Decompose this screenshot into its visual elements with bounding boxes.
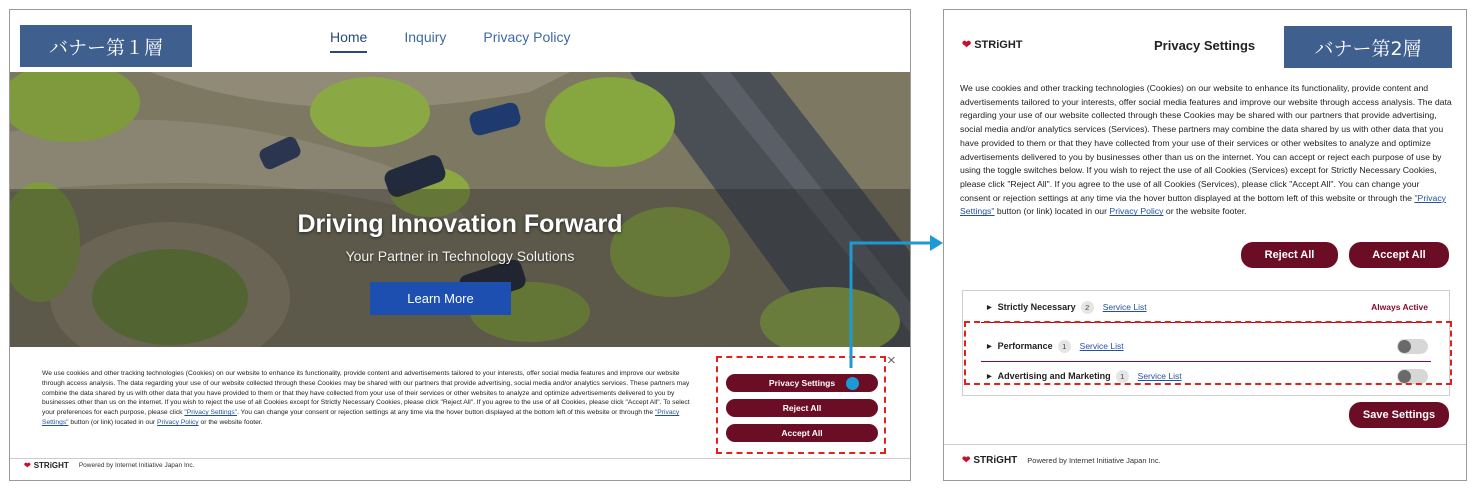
layer-1-label: バナー第１層 <box>20 25 192 67</box>
category-strictly-necessary[interactable] <box>963 292 1449 322</box>
banner-text-part: We use cookies and other tracking technologies (Cookies) on our website to enhance its functionality, provide content and advertisements tailored to your interests, offer social media features and improve our website through access analysis. The data regarding your use of our website collected through these Cookies may be shared with our partners that provide advertising, social media and/or analytics services. These partners may combine the data shared by us with other data that you have provided to them or that they have collected from your use of their services or other websites to analyze and optimize advertisements delivered to you by businesses other than us on the internet. If you wish to reject the use of all Cookies except for Strictly Necessary Cookies, please click "Reject All". If you agree to the use of all Cookies, please click "Accept All". To select your preferences for each purpose, please click <box>42 370 690 417</box>
powered-by-text: Powered by Internet Initiative Japan Inc. <box>1027 456 1161 465</box>
footer-divider <box>944 444 1466 445</box>
stright-logo <box>962 38 1023 51</box>
category-name: Performance <box>997 341 1053 351</box>
service-count-badge: 2 <box>1081 301 1094 314</box>
category-name: Strictly Necessary <box>997 302 1076 312</box>
hero-subtitle: Your Partner in Technology Solutions <box>345 248 575 264</box>
heart-check-icon: ❤ <box>962 39 972 51</box>
privacy-settings-link[interactable]: "Privacy Settings" <box>42 409 680 426</box>
description-part: or the website footer. <box>1163 206 1247 217</box>
cookie-banner <box>10 347 910 459</box>
expand-triangle-icon[interactable]: ▶ <box>987 304 992 311</box>
privacy-policy-link[interactable]: Privacy Policy <box>157 418 199 426</box>
privacy-settings-title: Privacy Settings <box>1154 38 1256 53</box>
footer <box>24 461 194 470</box>
banner-text-part: or the website footer. <box>198 418 263 426</box>
hero-title: Driving Innovation Forward <box>297 210 623 238</box>
nav-privacy-policy[interactable]: Privacy Policy <box>483 29 571 45</box>
privacy-settings-link[interactable]: "Privacy Settings" <box>960 192 1447 217</box>
privacy-policy-link[interactable]: Privacy Policy <box>1109 206 1164 217</box>
banner-text-part: button (or link) located in our <box>68 418 158 426</box>
nav-home[interactable]: Home <box>330 29 367 53</box>
description-part: button (or link) located in our <box>994 206 1110 217</box>
description-part: We use cookies and other tracking technologies (Cookies) on our website to enhance its functionality, provide content and advertisements tailored to your interests, offer social media features and improve our website through access analysis. The data regarding your use of our website collected through these Cookies may be shared with our partners that provide advertising, social media and/or analytics services (Services). These partners may combine the data shared by us with other data that you have provided to them or that they have collected from your use of their services or other websites to analyze and optimize advertisements delivered to you by businesses other than us on the internet. You can accept or reject each purpose of use by using the toggle switches below. If you wish to reject the use of all Cookies (Services) except for Strictly Necessary Cookies, please click "Reject All". If you agree to the use of all Cookies (Services), please click "Accept All". You can change your consent or rejection settings at any time via the hover button displayed at the bottom left of this website or through the <box>960 83 1452 203</box>
accept-all-button[interactable]: Accept All <box>1349 242 1449 268</box>
heart-check-icon: ❤ <box>24 461 31 470</box>
banner-text <box>42 369 702 428</box>
save-settings-button[interactable]: Save Settings <box>1349 402 1449 428</box>
highlight-box <box>964 321 1452 385</box>
privacy-settings-link[interactable]: "Privacy Settings" <box>184 409 238 417</box>
arrow-origin-marker <box>846 377 859 390</box>
logo-text: STRiGHT <box>973 455 1018 466</box>
accept-all-button[interactable]: Accept All <box>726 424 878 442</box>
expand-triangle-icon[interactable]: ▶ <box>987 343 992 350</box>
privacy-settings-description <box>960 82 1452 219</box>
second-layer-screenshot <box>943 9 1467 481</box>
layer-2-label: バナー第2層 <box>1284 26 1452 68</box>
close-icon[interactable]: × <box>887 352 896 369</box>
category-name: Advertising and Marketing <box>997 371 1111 381</box>
footer-divider <box>10 458 910 459</box>
main-nav <box>330 29 571 53</box>
service-count-badge: 1 <box>1116 370 1129 383</box>
powered-by-text: Powered by Internet Initiative Japan Inc. <box>78 462 195 469</box>
stright-logo <box>24 461 69 470</box>
first-layer-screenshot <box>9 9 911 481</box>
service-count-badge: 1 <box>1058 340 1071 353</box>
logo-text: STRiGHT <box>33 461 69 470</box>
footer <box>962 455 1161 466</box>
learn-more-button[interactable]: Learn More <box>370 282 511 315</box>
service-list-link[interactable]: Service List <box>1102 302 1147 312</box>
privacy-settings-button[interactable]: Privacy Settings <box>726 374 878 392</box>
logo-text: STRiGHT <box>974 38 1023 51</box>
banner-text-part: . You can change your consent or rejection settings at any time via the hover button displayed at the bottom left of this website or through the <box>237 409 655 417</box>
nav-inquiry[interactable]: Inquiry <box>404 29 447 45</box>
service-list-link[interactable]: Service List <box>1137 371 1182 381</box>
always-active-label: Always Active <box>1371 302 1428 312</box>
stright-logo <box>962 455 1017 466</box>
expand-triangle-icon[interactable]: ▶ <box>987 373 992 380</box>
service-list-link[interactable]: Service List <box>1079 341 1124 351</box>
heart-check-icon: ❤ <box>962 455 971 466</box>
hero-section <box>10 72 910 347</box>
reject-all-button[interactable]: Reject All <box>726 399 878 417</box>
reject-all-button[interactable]: Reject All <box>1241 242 1338 268</box>
